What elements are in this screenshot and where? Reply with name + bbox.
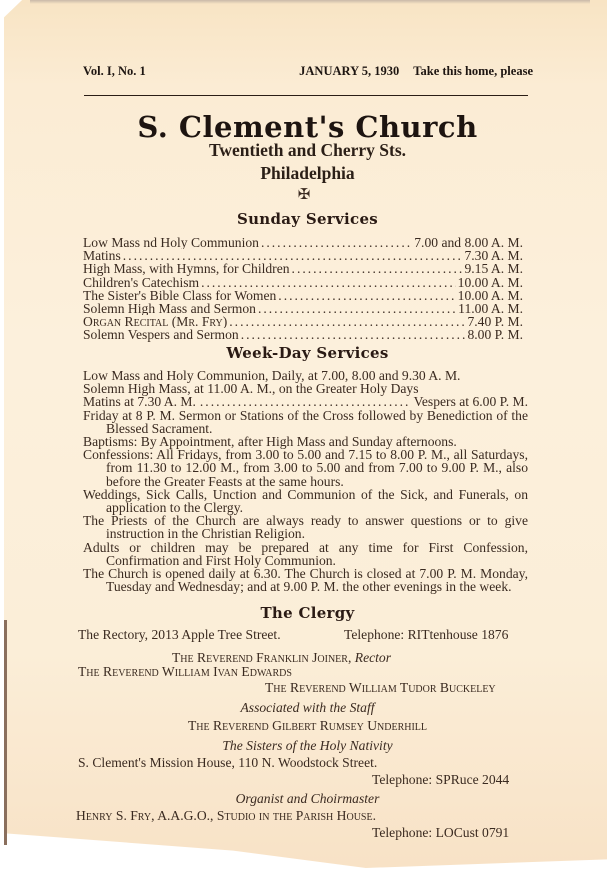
rectory-phone: Telephone: RITtenhouse 1876 [344, 627, 509, 642]
service-name: High Mass, with Hymns, for Children [83, 262, 290, 276]
service-name: Children's Catechism [83, 275, 200, 289]
service-row [83, 315, 523, 328]
service-name: Low Mass nd Holy Communion [83, 236, 259, 250]
leader-dots [292, 262, 463, 275]
cross-pattee-icon: ✠ [297, 187, 311, 203]
service-row [83, 289, 523, 302]
service-time: 7.30 A. M. [464, 249, 523, 263]
leader-dots [278, 289, 455, 302]
weekday-church-hours: The Church is opened daily at 6.30. The Church is closed at 7.00 P. M. Monday, Tuesday and Wednesday; and at 9.00 P. M. the other evenings in the week. [83, 566, 528, 595]
leader-dots [261, 236, 412, 249]
weekday-low-mass: Low Mass and Holy Communion, Daily, at 7.00, 8.00 and 9.30 A. M. [83, 368, 461, 383]
volume-number: Vol. I, No. 1 [83, 64, 146, 78]
weekday-weddings: Weddings, Sick Calls, Unction and Communion of the Sick, and Funerals, on application to the Clergy. [83, 486, 528, 516]
weekday-baptisms: Baptisms: By Appointment, after High Mass and Sunday afternoons. [83, 434, 457, 450]
leader-dots [258, 302, 456, 315]
service-name: Matins [83, 249, 121, 263]
leader-dots [201, 276, 456, 289]
masthead [83, 64, 533, 79]
rector-title: Rector [354, 650, 392, 665]
organist-heading: Organist and Choirmaster [235, 791, 380, 806]
sisters-heading: The Sisters of the Holy Nativity [222, 738, 393, 753]
service-time: 9.15 A. M. [464, 262, 523, 276]
rectory-address: The Rectory, 2013 Apple Tree Street. [78, 627, 281, 642]
service-time: 10.00 A. M. [457, 275, 523, 289]
organist-phone: Telephone: LOCust 0791 [372, 825, 510, 840]
service-name: The Sister's Bible Class for Women [83, 288, 277, 303]
leader-dots [229, 315, 465, 328]
service-row [83, 328, 523, 341]
leader-dots [123, 249, 463, 262]
service-row [83, 236, 523, 249]
vespers-time: Vespers at 6.00 P. M. [413, 394, 528, 410]
weekday-friday: Friday at 8 P. M. Sermon or Stations of the Cross followed by Benediction of the Blessed Sacrament. [83, 407, 528, 436]
clergy-buckeley: The Reverend William Tudor Buckeley [265, 680, 496, 695]
masthead-rule [84, 95, 528, 96]
service-row [83, 276, 523, 289]
organist-name [76, 808, 376, 824]
organist-details: Henry S. Fry, A.A.G.O., Studio in the Parish House. [76, 808, 376, 823]
take-home-note: Take this home, please [413, 64, 533, 78]
service-name: Solemn Vespers and Sermon [83, 328, 239, 342]
matins-time: Matins at 7.30 A. M. [83, 394, 196, 410]
service-time: 7.40 P. M. [467, 315, 523, 329]
service-time: 7.00 and 8.00 A. M. [414, 236, 523, 250]
clergy-heading: The Clergy [260, 604, 355, 622]
church-address: Twentieth and Cherry Sts. [208, 140, 407, 160]
service-row [83, 302, 523, 315]
associated-underhill: The Reverend Gilbert Rumsey Underhill [187, 718, 428, 733]
issue-date: JANUARY 5, 1930 [299, 64, 400, 78]
weekday-services-block [83, 369, 528, 593]
service-name: Solemn High Mass and Sermon [83, 302, 256, 316]
weekday-adults: Adults or children may be prepared at any time for First Confession, Confirmation and First Holy Communion. [83, 539, 528, 568]
leader-dots [241, 328, 466, 341]
weekday-services-heading: Week-Day Services [226, 344, 389, 362]
service-time: 11.00 A. M. [458, 302, 523, 316]
sunday-services-heading: Sunday Services [236, 210, 379, 228]
service-time: 8.00 P. M. [467, 328, 523, 342]
service-time: 10.00 A. M. [457, 288, 523, 303]
mission-house-address: S. Clement's Mission House, 110 N. Woodstock Street. [78, 755, 378, 770]
weekday-confessions: Confessions: All Fridays, from 3.00 to 5.00 and 7.15 to 8.00 P. M., all Saturdays, from 11.30 to 12.00 M., from 3.00 to 5.00 and from 7.00 to 9.00 P. M., also before the Greater Feasts at the same hours. [83, 447, 528, 489]
leader-dots [200, 395, 410, 408]
service-row [83, 262, 523, 275]
weekday-solemn-mass: Solemn High Mass, at 11.00 A. M., on the Greater Holy Days [83, 381, 419, 397]
associated-heading: Associated with the Staff [240, 700, 375, 715]
church-title: S. Clement's Church [137, 110, 478, 144]
clergy-edwards: The Reverend William Ivan Edwards [78, 664, 292, 679]
sunday-services-list [83, 236, 523, 342]
mission-house-phone: Telephone: SPRuce 2044 [372, 772, 510, 787]
church-city: Philadelphia [260, 163, 355, 183]
masthead-right [299, 64, 533, 79]
weekday-matins-vespers [83, 395, 528, 408]
rector-name: The Reverend Franklin Joiner, [172, 650, 352, 665]
service-name: Organ Recital (Mr. Fry) [83, 315, 228, 329]
service-row [83, 249, 523, 262]
weekday-priests: The Priests of the Church are always ready to answer questions or to give instruction in the Christian Religion. [83, 513, 528, 542]
